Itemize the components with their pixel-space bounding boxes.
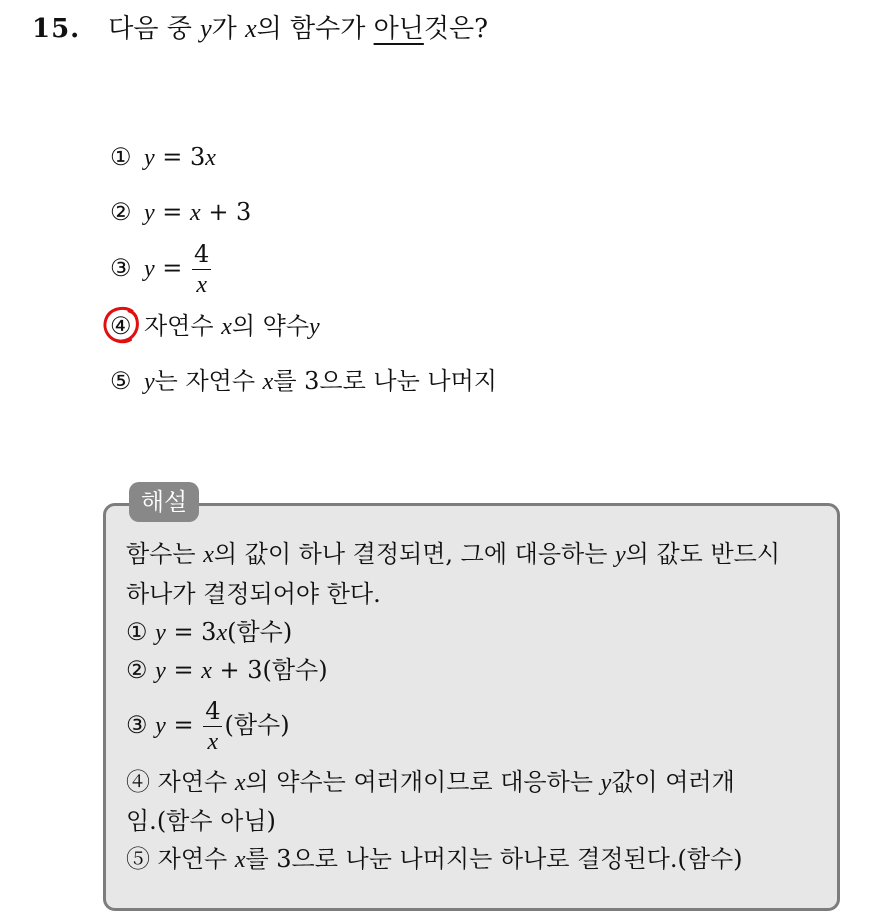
explanation-line-6: ④ 자연수 x의 약수는 여러개이므로 대응하는 y값이 여러개 (126, 768, 735, 796)
explanation-line-7: 임.(함수 아님) (126, 807, 276, 835)
explanation-line-3: ① y = 3x(함수) (126, 618, 293, 646)
choice-3[interactable]: ③ y = $\frac{4}{x}$ (110, 240, 210, 298)
underlined-word: 아닌 (373, 14, 424, 44)
question-header (32, 12, 488, 46)
question-number: 15. (32, 14, 81, 44)
choice-5[interactable]: ⑤ y는 자연수 x를 3으로 나눈 나머지 (110, 367, 497, 395)
explanation-line-2: 하나가 결정되어야 한다. (126, 580, 381, 608)
choice-1[interactable]: ① y = 3x (110, 143, 216, 171)
choice-2[interactable]: ② y = x + 3 (110, 198, 252, 226)
fraction: $\frac{4}{x}$ (194, 240, 210, 298)
fraction: $\frac{4}{x}$ (205, 697, 221, 755)
explanation-line-1: 함수는 x의 값이 하나 결정되면, 그에 대응하는 y의 값도 반드시 (126, 540, 781, 568)
question-text: 다음 중 y가 x의 함수가 아닌것은? (108, 14, 489, 44)
explanation-line-5: ③ y = $\frac{4}{x}$ (함수) (126, 697, 290, 755)
choice-4[interactable]: ④ 자연수 x의 약수y (110, 312, 320, 340)
explanation-line-4: ② y = x + 3(함수) (126, 656, 328, 684)
explanation-line-8: ⑤ 자연수 x를 3으로 나눈 나머지는 하나로 결정된다.(함수) (126, 845, 743, 873)
explanation-tag: 해설 (129, 482, 199, 522)
